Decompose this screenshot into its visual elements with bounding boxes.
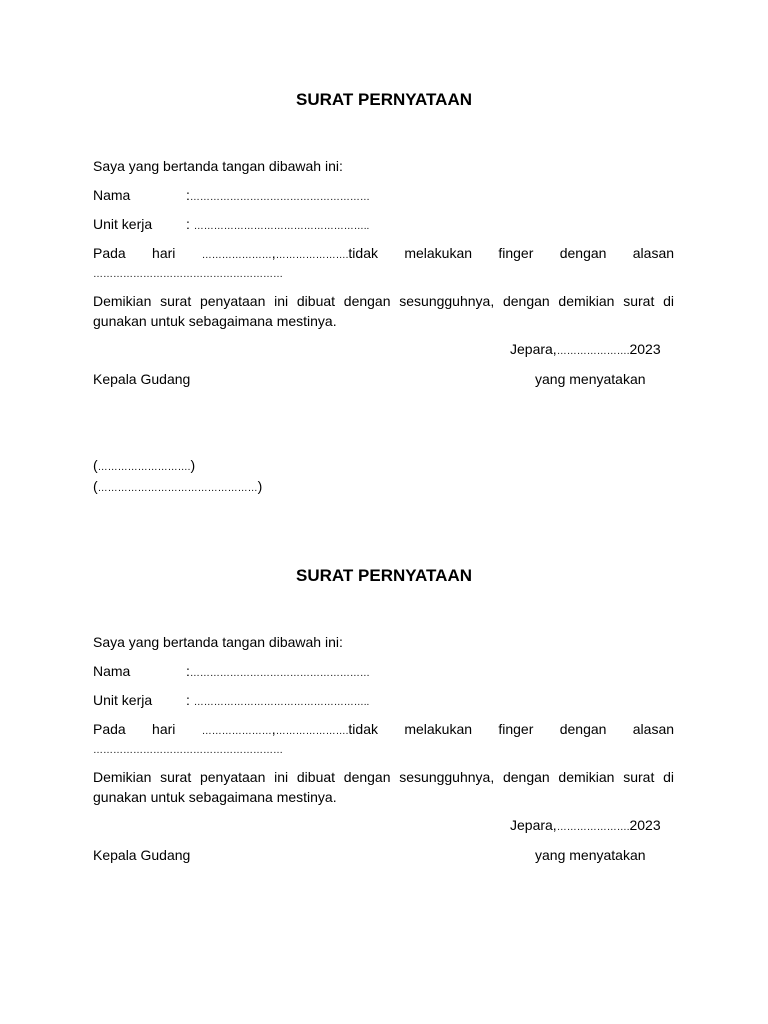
signature-open-paren: ( — [93, 478, 98, 494]
nama-blank: ……………………………………………… — [189, 192, 370, 203]
form-title: SURAT PERNYATAAN — [296, 90, 472, 109]
place-date — [510, 341, 661, 358]
intro-text: Saya yang bertanda tangan dibawah ini: — [93, 158, 343, 174]
nama-field — [93, 187, 370, 204]
day-date-separator: , — [271, 721, 276, 737]
reason-blank: ………………………………………………… — [93, 269, 283, 280]
absence-statement-line — [93, 721, 674, 738]
nama-label: Nama — [93, 663, 131, 679]
unit-kerja-blank: …………………………………………….. — [193, 697, 370, 708]
signer-right-title: yang menyatakan — [535, 847, 646, 863]
closing-text-line-2: gunakan untuk sebagaimana mestinya. — [93, 789, 337, 805]
signature-blank-1 — [93, 457, 195, 474]
unit-kerja-colon: : — [186, 692, 194, 708]
pada-hari-label: Pada hari — [93, 245, 176, 261]
nama-blank: ……………………………………………… — [189, 668, 370, 679]
date-blank: …………………. — [275, 726, 349, 737]
unit-kerja-label: Unit kerja — [93, 216, 153, 232]
statement-form-1 — [0, 0, 768, 494]
nama-field — [93, 663, 370, 680]
signature-close-paren: ) — [257, 478, 263, 494]
day-date-separator: , — [271, 245, 276, 261]
signature-open-paren: ( — [93, 457, 98, 473]
statement-form-2 — [0, 476, 768, 1024]
date-blank: …………………. — [556, 346, 630, 357]
place-label: Jepara, — [510, 817, 557, 833]
unit-kerja-colon: : — [186, 216, 194, 232]
reason-blank: ………………………………………………… — [93, 745, 283, 756]
absence-statement-text: tidak melakukan finger dengan alasan — [348, 245, 675, 261]
date-blank: …………………. — [556, 822, 630, 833]
nama-colon: : — [186, 187, 190, 203]
day-blank: ………………… — [201, 250, 272, 261]
unit-kerja-field — [93, 216, 369, 233]
date-blank: …………………. — [275, 250, 349, 261]
absence-statement-line — [93, 245, 674, 262]
closing-text-line-1: Demikian surat penyataan ini dibuat dengan sesungguhnya, dengan demikian surat di — [93, 769, 674, 785]
signature-dots: ………………………. — [97, 462, 191, 473]
signer-left-title: Kepala Gudang — [93, 847, 191, 863]
reason-blank-line — [93, 264, 283, 281]
signer-left-title: Kepala Gudang — [93, 371, 191, 387]
signer-right-title: yang menyatakan — [535, 371, 646, 387]
unit-kerja-field — [93, 692, 369, 709]
nama-colon: : — [186, 663, 190, 679]
unit-kerja-label: Unit kerja — [93, 692, 153, 708]
closing-text-line-2: gunakan untuk sebagaimana mestinya. — [93, 313, 337, 329]
form-title: SURAT PERNYATAAN — [296, 566, 472, 585]
pada-hari-label: Pada hari — [93, 721, 176, 737]
nama-label: Nama — [93, 187, 131, 203]
place-label: Jepara, — [510, 341, 557, 357]
signature-close-paren: ) — [190, 457, 196, 473]
year: 2023 — [629, 817, 661, 833]
closing-text-line-1: Demikian surat penyataan ini dibuat dengan sesungguhnya, dengan demikian surat di — [93, 293, 674, 309]
unit-kerja-blank: …………………………………………….. — [193, 221, 370, 232]
signature-dots: ………………………………………… — [97, 483, 258, 494]
year: 2023 — [629, 341, 661, 357]
place-date — [510, 817, 661, 834]
day-blank: ………………… — [201, 726, 272, 737]
absence-statement-text: tidak melakukan finger dengan alasan — [348, 721, 675, 737]
intro-text: Saya yang bertanda tangan dibawah ini: — [93, 634, 343, 650]
reason-blank-line — [93, 740, 283, 757]
